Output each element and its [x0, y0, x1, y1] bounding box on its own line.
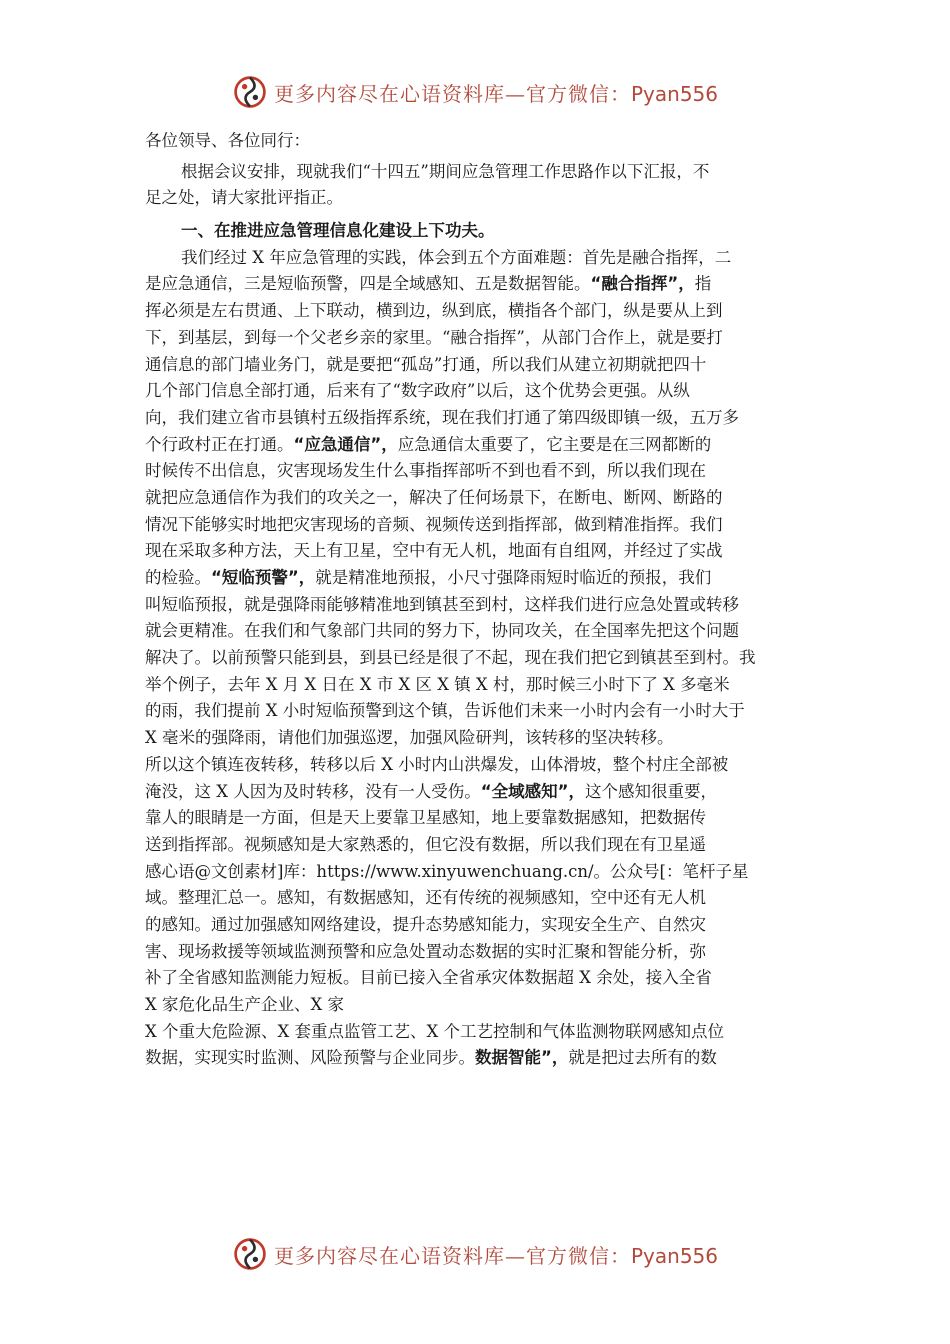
library-logo-icon — [232, 1236, 268, 1272]
paragraph-line: 几个部门信息全部打通，后来有了“数字政府”以后，这个优势会更强。从纵 — [145, 381, 690, 401]
intro-line-2: 足之处，请大家批评指正。 — [145, 188, 343, 208]
paragraph-line: 感心语@文创素材]库：https://www.xinyuwenchuang.cn/。公众号[：笔杆子星 — [145, 861, 749, 881]
paragraph-line: 域。整理汇总一。感知，有数据感知，还有传统的视频感知，空中还有无人机 — [145, 888, 706, 908]
keyword-data-intelligence: 数据智能”， — [475, 1048, 569, 1068]
document-body — [145, 128, 813, 1072]
paragraph-line: 个行政村正在打通。“应急通信”，应急通信太重要了，它主要是在三网都断的 — [145, 434, 712, 454]
paragraph-line: 挥必须是左右贯通、上下联动，横到边，纵到底，横指各个部门，纵是要从上到 — [145, 301, 723, 321]
paragraph-line: X 家危化品生产企业、X 家 — [145, 995, 344, 1014]
paragraph-line: 补了全省感知监测能力短板。目前已接入全省承灾体数据超 X 余处，接入全省 — [145, 968, 712, 988]
keyword-emergency-comm: “应急通信”， — [293, 434, 398, 454]
paragraph-line: 靠人的眼睛是一方面，但是天上要靠卫星感知，地上要靠数据感知，把数据传 — [145, 808, 706, 828]
paragraph-line: 解决了。以前预警只能到县，到县已经是很了不起，现在我们把它到镇甚至到村。我 — [145, 648, 756, 668]
paragraph-line: X 个重大危险源、X 套重点监管工艺、X 个工艺控制和气体监测物联网感知点位 — [145, 1021, 724, 1041]
paragraph-line: 是应急通信，三是短临预警，四是全域感知、五是数据智能。“融合指挥”，指 — [145, 274, 712, 294]
paragraph-line: 时候传不出信息，灾害现场发生什么事指挥部听不到也看不到，所以我们现在 — [145, 461, 706, 481]
paragraph-line: 害、现场救援等领域监测预警和应急处置动态数据的实时汇聚和智能分析，弥 — [145, 941, 706, 961]
paragraph-line: 的雨，我们提前 X 小时短临预警到这个镇，告诉他们未来一小时内会有一小时大于 — [145, 701, 745, 721]
paragraph-line: 就把应急通信作为我们的攻关之一，解决了任何场景下，在断电、断网、断路的 — [145, 487, 723, 507]
keyword-fusion-command: “融合指挥”， — [590, 274, 695, 294]
keyword-nowcast-warning: “短临预警”， — [211, 568, 316, 587]
paragraph-line: 送到指挥部。视频感知是大家熟悉的，但它没有数据，所以我们现在有卫星遥 — [145, 834, 706, 854]
paragraph-line: 就会更精准。在我们和气象部门共同的努力下，协同攻关，在全国率先把这个问题 — [145, 621, 739, 641]
paragraph-line: 情况下能够实时地把灾害现场的音频、视频传送到指挥部，做到精准指挥。我们 — [145, 514, 723, 534]
keyword-global-sensing: “全域感知”， — [480, 781, 585, 801]
watermark-text: 更多内容尽在心语资料库—官方微信：Pyan556 — [274, 81, 719, 106]
paragraph-line: 举个例子，去年 X 月 X 日在 X 市 X 区 X 镇 X 村，那时候三小时下了 X 多毫米 — [145, 674, 730, 694]
paragraph-line: 我们经过 X 年应急管理的实践，体会到五个方面难题：首先是融合指挥，二 — [181, 247, 732, 267]
paragraph-line: 所以这个镇连夜转移，转移以后 X 小时内山洪爆发，山体滑坡，整个村庄全部被 — [145, 754, 729, 774]
paragraph-line: 现在采取多种方法，天上有卫星，空中有无人机，地面有自组网，并经过了实战 — [145, 541, 723, 561]
intro-line-1: 根据会议安排，现就我们“十四五”期间应急管理工作思路作以下汇报，不 — [181, 161, 710, 181]
watermark-text: 更多内容尽在心语资料库—官方微信：Pyan556 — [274, 1243, 719, 1268]
paragraph-line: 数据，实现实时监测、风险预警与企业同步。数据智能”，就是把过去所有的数 — [145, 1048, 717, 1068]
paragraph-line: 淹没，这 X 人因为及时转移，没有一人受伤。“全域感知”，这个感知很重要， — [145, 781, 717, 801]
section-heading-1: 一、在推进应急管理信息化建设上下功夫。 — [181, 221, 495, 241]
paragraph-line: 的感知。通过加强感知网络建设，提升态势感知能力，实现安全生产、自然灾 — [145, 914, 706, 934]
watermark-footer — [232, 1234, 732, 1274]
paragraph-line: 通信息的部门墙业务门，就是要把“孤岛”打通，所以我们从建立初期就把四十 — [145, 354, 707, 374]
paragraph-line: X 毫米的强降雨，请他们加强巡逻，加强风险研判，该转移的坚决转移。 — [145, 728, 674, 748]
watermark-header — [232, 72, 732, 112]
greeting: 各位领导、各位同行： — [145, 131, 310, 150]
paragraph-line: 下，到基层，到每一个父老乡亲的家里。“融合指挥”，从部门合作上，就是要打 — [145, 327, 723, 347]
paragraph-line: 向，我们建立省市县镇村五级指挥系统，现在我们打通了第四级即镇一级，五万多 — [145, 407, 739, 427]
paragraph-line: 叫短临预报，就是强降雨能够精准地到镇甚至到村，这样我们进行应急处置或转移 — [145, 594, 739, 614]
library-logo-icon — [232, 74, 268, 110]
paragraph-line: 的检验。“短临预警”，就是精准地预报，小尺寸强降雨短时临近的预报，我们 — [145, 568, 712, 587]
